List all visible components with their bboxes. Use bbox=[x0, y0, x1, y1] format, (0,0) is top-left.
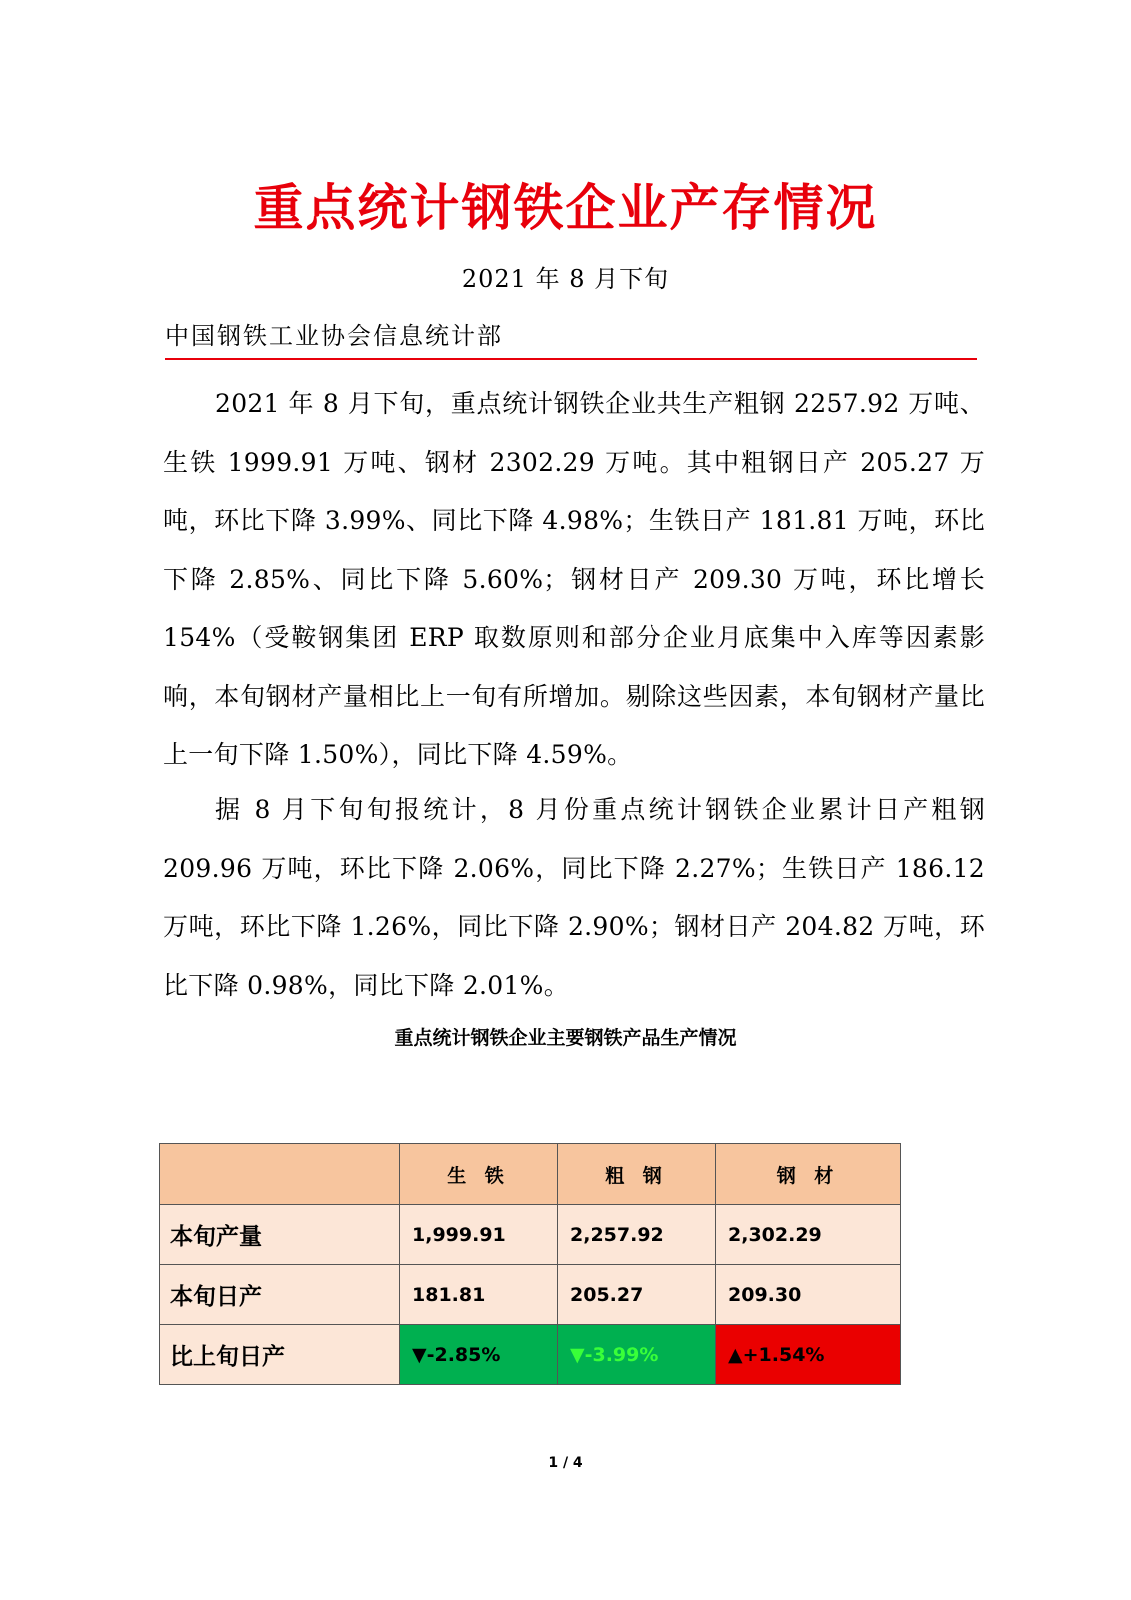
header-crude-steel: 粗 钢 bbox=[558, 1144, 716, 1205]
page-number: 1 / 4 bbox=[548, 1455, 583, 1471]
cell-value: 2,257.92 bbox=[558, 1205, 716, 1265]
header-divider bbox=[165, 358, 977, 360]
cell-value: 181.81 bbox=[400, 1265, 558, 1325]
change-pig-iron: ▼-2.85% bbox=[400, 1325, 558, 1385]
change-crude-steel: ▼-3.99% bbox=[558, 1325, 716, 1385]
cell-value: 2,302.29 bbox=[716, 1205, 901, 1265]
row-label-daily-output: 本旬日产 bbox=[160, 1265, 400, 1325]
summary-paragraph-2: 据 8 月下旬旬报统计，8 月份重点统计钢铁企业累计日产粗钢 209.96 万吨，环比下降 2.06%，同比下降 2.27%；生铁日产 186.12 万吨，环比下降 1.26%，同比下降 2.90%；钢材日产 204.82 万吨，环比下降 0.98%，同比下降 2.01%。 bbox=[163, 795, 985, 1000]
table-header-row bbox=[160, 1144, 901, 1205]
table-row bbox=[160, 1325, 901, 1385]
change-steel-products: ▲+1.54% bbox=[716, 1325, 901, 1385]
production-table bbox=[159, 1143, 901, 1385]
report-date: 2021 年 8 月下旬 bbox=[461, 265, 670, 293]
cell-value: 209.30 bbox=[716, 1265, 901, 1325]
table-row bbox=[160, 1265, 901, 1325]
row-label-output: 本旬产量 bbox=[160, 1205, 400, 1265]
header-pig-iron: 生 铁 bbox=[400, 1144, 558, 1205]
cell-value: 1,999.91 bbox=[400, 1205, 558, 1265]
row-label-change: 比上旬日产 bbox=[160, 1325, 400, 1385]
header-blank bbox=[160, 1144, 400, 1205]
summary-paragraph-1: 2021 年 8 月下旬，重点统计钢铁企业共生产粗钢 2257.92 万吨、生铁 1999.91 万吨、钢材 2302.29 万吨。其中粗钢日产 205.27 万吨，环比下降 3.99%、同比下降 4.98%；生铁日产 181.81 万吨，环比下降 2.85%、同比下降 5.60%；钢材日产 209.30 万吨，环比增长 154%（受鞍钢集团 ERP 取数原则和部分企业月底集中入库等因素影响，本旬钢材产量相比上一旬有所增加。剔除这些因素，本旬钢材产量比上一旬下降 1.50%），同比下降 4.59%。 bbox=[163, 389, 985, 769]
header-steel-products: 钢 材 bbox=[716, 1144, 901, 1205]
department-name: 中国钢铁工业协会信息统计部 bbox=[165, 322, 503, 350]
document-title: 重点统计钢铁企业产存情况 bbox=[253, 179, 878, 237]
table-row bbox=[160, 1205, 901, 1265]
cell-value: 205.27 bbox=[558, 1265, 716, 1325]
table-title: 重点统计钢铁企业主要钢铁产品生产情况 bbox=[394, 1027, 737, 1049]
